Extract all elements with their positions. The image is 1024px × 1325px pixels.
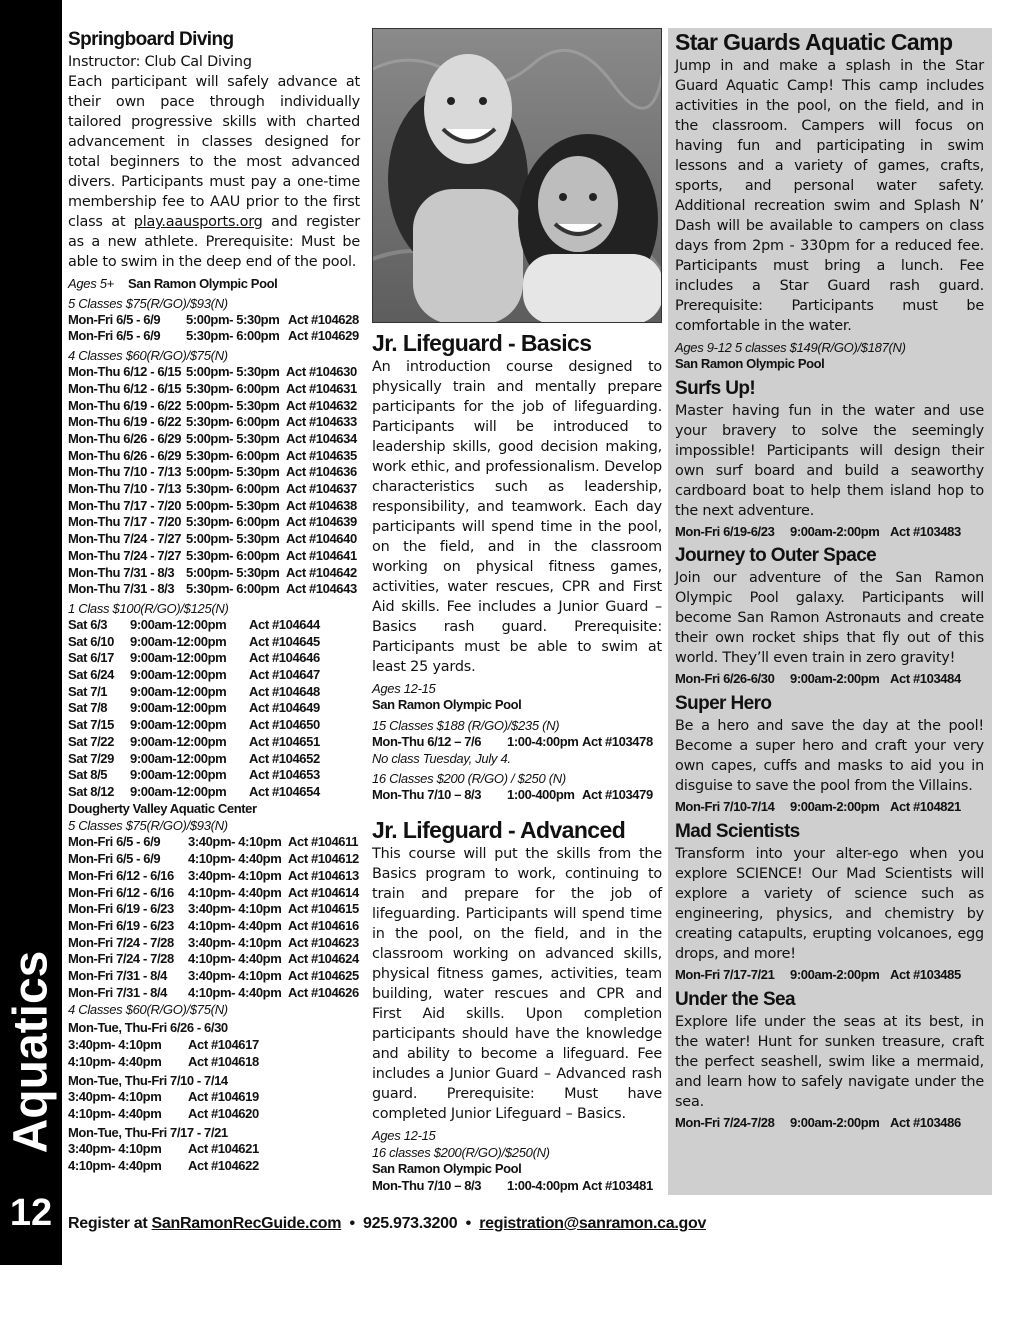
activity-number: Act #104653 [249, 767, 320, 783]
session-dates: Mon-Fri 7/24-7/28 [675, 1114, 775, 1130]
schedule-row [68, 717, 360, 734]
session-time: 3:40pm- 4:10pm [188, 934, 282, 950]
jr-advanced-title: Jr. Lifeguard - Advanced [372, 817, 626, 844]
schedule-row [68, 481, 360, 498]
session-dates: Mon-Fri 7/10-7/14 [675, 799, 775, 815]
session-time: 1:00-4:00pm [507, 733, 579, 749]
camp-item [675, 377, 984, 541]
activity-number: Act #103486 [890, 1114, 961, 1130]
session-time: 9:00am-12:00pm [130, 667, 227, 683]
session-dates: Mon-Thu 7/10 - 7/13 [68, 464, 182, 480]
activity-number: Act #104621 [188, 1141, 259, 1157]
schedule-row [68, 901, 360, 918]
session-dates: Sat 7/22 [68, 733, 114, 749]
session-dates: Sat 8/12 [68, 783, 114, 799]
schedule-row [68, 565, 360, 582]
activity-number: Act #104630 [286, 364, 357, 380]
session-dates: Mon-Fri 6/5 - 6/9 [68, 328, 161, 344]
schedule-row [68, 398, 360, 415]
schedule-row [68, 312, 360, 329]
group2-schedule [68, 364, 360, 598]
session-dates: Mon-Thu 7/31 - 8/3 [68, 581, 175, 597]
group5-meta: 4 Classes $60(R/GO)/$75(N) [68, 1002, 228, 1018]
session-time: 9:00am-12:00pm [130, 633, 227, 649]
activity-number: Act #104623 [288, 934, 359, 950]
activity-number: Act #104619 [188, 1089, 259, 1105]
jr-basics-session1-meta: 15 Classes $188 (R/GO)/$235 (N) [372, 717, 560, 733]
session-time: 3:40pm- 4:10pm [68, 1037, 162, 1053]
session-dates: Sat 7/1 [68, 683, 108, 699]
activity-number: Act #104644 [249, 616, 320, 632]
block-times [68, 1141, 360, 1174]
schedule-row [68, 885, 360, 902]
session-dates: Sat 7/15 [68, 717, 114, 733]
session-time: 3:40pm- 4:10pm [188, 901, 282, 917]
swimmers-photo-graphic [373, 29, 662, 323]
activity-number: Act #104641 [286, 547, 357, 563]
jr-basics-ages: Ages 12-15 [372, 681, 436, 696]
session-time: 4:10pm- 4:40pm [68, 1158, 162, 1174]
session-time: 5:30pm- 6:00pm [186, 514, 280, 530]
block-days: Mon-Tue, Thu-Fri 7/10 - 7/14 [68, 1072, 228, 1088]
session-dates: Mon-Fri 6/12 - 6/16 [68, 867, 174, 883]
springboard-desc-part2: and register as a new athlete. Prerequisite: Must be able to swim in the deep end of the pool. [68, 214, 360, 270]
activity-number: Act #103478 [582, 733, 653, 749]
camp-schedule-row [675, 671, 984, 688]
session-dates: Mon-Thu 7/17 - 7/20 [68, 497, 182, 513]
session-dates: Mon-Fri 6/5 - 6/9 [68, 851, 161, 867]
schedule-row [68, 514, 360, 531]
schedule-row [68, 364, 360, 381]
springboard-diving-section [68, 28, 360, 1175]
camp-description: Master having fun in the water and use your bravery to solve the seemingly impossible! Participants will design their own surf board and build a seaworthy cardboard boat to help them island hop to the next adventure. [675, 402, 984, 519]
page-number: 12 [9, 1192, 53, 1234]
jr-basics-title: Jr. Lifeguard - Basics [372, 330, 592, 356]
activity-number: Act #104637 [286, 481, 357, 497]
block-times [68, 1037, 360, 1070]
session-dates: Mon-Thu 7/10 – 8/3 [372, 787, 482, 803]
activity-number: Act #104647 [249, 667, 320, 683]
schedule-row [68, 784, 360, 801]
session-dates: Mon-Fri 7/17-7/21 [675, 966, 775, 982]
session-dates: Mon-Thu 7/10 - 7/13 [68, 481, 182, 497]
schedule-row [68, 935, 360, 952]
footer-prefix: Register at [68, 1215, 152, 1232]
session-dates: Sat 6/10 [68, 633, 114, 649]
session-dates: Mon-Thu 7/10 – 8/3 [372, 1177, 482, 1193]
session-dates: Sat 6/17 [68, 650, 114, 666]
session-dates: Mon-Fri 7/31 - 8/4 [68, 968, 167, 984]
session-time: 9:00am-12:00pm [130, 733, 227, 749]
session-time: 5:00pm- 5:30pm [186, 497, 280, 513]
star-guards-panel [668, 28, 992, 1195]
camp-schedule-row [675, 1115, 984, 1132]
session-time: 9:00am-12:00pm [130, 616, 227, 632]
jr-advanced-row [372, 1178, 662, 1195]
activity-number: Act #104650 [249, 717, 320, 733]
schedule-row [68, 617, 360, 634]
activity-number: Act #104649 [249, 700, 320, 716]
session-time: 9:00am-12:00pm [130, 717, 227, 733]
schedule-row [68, 851, 360, 868]
activity-number: Act #104628 [288, 311, 359, 327]
group1-schedule [68, 312, 360, 345]
activity-number: Act #103485 [890, 966, 961, 982]
session-dates: Mon-Thu 6/26 - 6/29 [68, 430, 182, 446]
jr-basics-session2-row [372, 787, 662, 804]
camp-item [675, 692, 984, 816]
schedule-row [68, 650, 360, 667]
session-dates: Mon-Thu 7/17 - 7/20 [68, 514, 182, 530]
activity-number: Act #103479 [582, 787, 653, 803]
session-time: 5:00pm- 5:30pm [186, 564, 280, 580]
session-time: 4:10pm- 4:40pm [188, 884, 282, 900]
activity-number: Act #104652 [249, 750, 320, 766]
session-time: 3:40pm- 4:10pm [188, 834, 282, 850]
schedule-row [68, 868, 360, 885]
schedule-row [68, 1037, 360, 1054]
activity-number: Act #104642 [286, 564, 357, 580]
camp-item [675, 820, 984, 984]
group1-meta: 5 Classes $75(R/GO)/$93(N) [68, 295, 228, 311]
section-sidebar [0, 0, 62, 1265]
session-time: 9:00am-2:00pm [790, 523, 880, 539]
session-time: 9:00am-12:00pm [130, 750, 227, 766]
springboard-desc-part1: Each participant will safely advance at their own pace through individually tailored progressive skills with charted advancement in classes designed for total beginners to the most advanced divers. Participants must pay a one-time membership fee to AAU prior to the first class at [68, 74, 360, 230]
activity-number: Act #104631 [286, 380, 357, 396]
session-time: 5:00pm- 5:30pm [186, 531, 280, 547]
schedule-row [68, 951, 360, 968]
group3-schedule [68, 617, 360, 801]
session-time: 5:30pm- 6:00pm [186, 380, 280, 396]
session-time: 5:30pm- 6:00pm [186, 581, 280, 597]
group4-meta: 5 Classes $75(R/GO)/$93(N) [68, 818, 228, 834]
session-time: 5:00pm- 5:30pm [186, 397, 280, 413]
star-guards-description: Jump in and make a splash in the Star Guard Aquatic Camp! This camp includes activities in the pool, on the field, and in the classroom. Campers will focus on having fun and participating in swim lessons and a variety of games, crafts, sports, and personal water safety. Additional recreation swim and Splash N’ Dash will be available to campers on class days from 2pm - 330pm for a reduced fee. Participants must bring a lunch. Fee includes a Star Guard rash guard. Prerequisite: Participants must be comfortable in the water. [675, 58, 984, 334]
session-time: 5:30pm- 6:00pm [186, 328, 280, 344]
session-time: 9:00am-2:00pm [790, 799, 880, 815]
location-dvac: Dougherty Valley Aquatic Center [68, 800, 257, 816]
jr-advanced-description: This course will put the skills from the Basics program to work, continuing to train and prepare for the job of lifeguarding. Participants will spend time in the pool, on the field, and in the classroom working on advanced skills, physical fitness games, activities, team building, water rescues and CPR and First Aid skills. Upon completion participants should have the knowledge and ability to become a lifeguard. Fee includes a Junior Guard – Advanced rash guard. Prerequisite: Must have completed Junior Lifeguard – Basics. [372, 846, 662, 1123]
activity-number: Act #104635 [286, 447, 357, 463]
session-dates: Sat 6/24 [68, 667, 114, 683]
camp-title: Under the Sea [675, 988, 795, 1010]
activity-number: Act #104618 [188, 1053, 259, 1069]
session-dates: Mon-Thu 6/26 - 6/29 [68, 447, 182, 463]
activity-number: Act #104638 [286, 497, 357, 513]
schedule-row [68, 548, 360, 565]
activity-number: Act #104634 [286, 430, 357, 446]
session-dates: Mon-Fri 6/19-6/23 [675, 523, 775, 539]
session-time: 9:00am-12:00pm [130, 700, 227, 716]
activity-number: Act #104636 [286, 464, 357, 480]
session-dates: Mon-Thu 6/12 - 6/15 [68, 364, 182, 380]
schedule-row [68, 414, 360, 431]
session-time: 4:10pm- 4:40pm [188, 851, 282, 867]
springboard-ages: Ages 5+ [68, 276, 114, 291]
schedule-row [68, 531, 360, 548]
session-time: 9:00am-12:00pm [130, 783, 227, 799]
session-dates: Mon-Thu 7/31 - 8/3 [68, 564, 175, 580]
star-guards-location: San Ramon Olympic Pool [675, 356, 825, 371]
session-time: 3:40pm- 4:10pm [188, 867, 282, 883]
camp-description: Transform into your alter-ego when you explore SCIENCE! Our Mad Scientists will explore a variety of science such as engineering, physics, and chemistry by creating catapults, erupting volcanoes, egg drops, and more! [675, 845, 984, 962]
activity-number: Act #104629 [288, 328, 359, 344]
group5-schedule [68, 1020, 360, 1174]
session-dates: Mon-Fri 6/12 - 6/16 [68, 884, 174, 900]
camp-description: Join our adventure of the San Ramon Olympic Pool galaxy. Participants will become San Ramon Astronauts and create their own rocket ships that fly out of this world. They’ll even train in zero gravity! [675, 570, 984, 667]
activity-number: Act #104620 [188, 1105, 259, 1121]
springboard-instructor: Instructor: Club Cal Diving [68, 54, 252, 70]
session-time: 1:00-400pm [507, 787, 575, 803]
camp-title: Super Hero [675, 693, 772, 715]
camp-schedule-row [675, 524, 984, 541]
session-time: 5:00pm- 5:30pm [186, 311, 280, 327]
session-dates: Sat 7/29 [68, 750, 114, 766]
group4-schedule [68, 834, 360, 1001]
schedule-row [68, 968, 360, 985]
schedule-row [68, 1158, 360, 1175]
session-time: 9:00am-2:00pm [790, 966, 880, 982]
schedule-row [68, 634, 360, 651]
activity-number: Act #104625 [288, 968, 359, 984]
camp-schedule-row [675, 967, 984, 984]
star-guards-title: Star Guards Aquatic Camp [675, 29, 953, 55]
session-time: 9:00am-2:00pm [790, 671, 880, 687]
camp-title: Journey to Outer Space [675, 545, 877, 567]
activity-number: Act #104613 [288, 867, 359, 883]
footer-separator: • [457, 1215, 480, 1232]
session-dates: Mon-Thu 6/19 - 6/22 [68, 414, 182, 430]
session-time: 3:40pm- 4:10pm [68, 1089, 162, 1105]
activity-number: Act #104616 [288, 917, 359, 933]
block-days: Mon-Tue, Thu-Fri 6/26 - 6/30 [68, 1020, 228, 1036]
block-times [68, 1089, 360, 1122]
block-days: Mon-Tue, Thu-Fri 7/17 - 7/21 [68, 1124, 228, 1140]
session-dates: Mon-Fri 6/5 - 6/9 [68, 834, 161, 850]
schedule-row [68, 834, 360, 851]
footer-separator: • [341, 1215, 364, 1232]
session-time: 5:00pm- 5:30pm [186, 464, 280, 480]
schedule-row [68, 918, 360, 935]
session-time: 5:30pm- 6:00pm [186, 414, 280, 430]
swimmers-photo [372, 28, 662, 323]
session-time: 4:10pm- 4:40pm [68, 1105, 162, 1121]
activity-number: Act #104645 [249, 633, 320, 649]
aau-link[interactable]: play.aausports.org [133, 214, 263, 230]
activity-number: Act #104640 [286, 531, 357, 547]
schedule-row [68, 700, 360, 717]
schedule-row [68, 464, 360, 481]
group3-meta: 1 Class $100(R/GO)/$125(N) [68, 600, 229, 616]
session-time: 5:00pm- 5:30pm [186, 364, 280, 380]
schedule-row [68, 1106, 360, 1123]
camp-title: Mad Scientists [675, 820, 800, 842]
camp-schedule-row [675, 799, 984, 816]
group2-meta: 4 Classes $60(R/GO)/$75(N) [68, 348, 228, 364]
activity-number: Act #104654 [249, 783, 320, 799]
session-dates: Mon-Thu 6/19 - 6/22 [68, 397, 182, 413]
jr-basics-session1-note: No class Tuesday, July 4. [372, 751, 511, 767]
location-srop: San Ramon Olympic Pool [127, 276, 278, 291]
jr-advanced-meta: 16 classes $200(R/GO)/$250(N) [372, 1145, 550, 1161]
camp-description: Be a hero and save the day at the pool! Become a super hero and craft your very own capes, cuffs and masks to aid you in disguise to save the pool from the Villains. [675, 718, 984, 795]
activity-number: Act #104622 [188, 1158, 259, 1174]
activity-number: Act #104821 [890, 799, 961, 815]
session-dates: Mon-Fri 6/19 - 6/23 [68, 901, 174, 917]
session-time: 9:00am-12:00pm [130, 650, 227, 666]
session-time: 5:30pm- 6:00pm [186, 547, 280, 563]
session-dates: Mon-Thu 6/12 – 7/6 [372, 733, 482, 749]
springboard-description [68, 72, 360, 272]
footer-phone[interactable]: 925.973.3200 [363, 1215, 458, 1232]
activity-number: Act #104651 [249, 733, 320, 749]
camp-item [675, 988, 984, 1132]
session-dates: Mon-Fri 7/24 - 7/28 [68, 934, 174, 950]
camp-description: Explore life under the seas at its best, in the water! Hunt for sunken treasure, craft the perfect seashell, swim like a mermaid, and learn how to safely navigate under the sea. [675, 1013, 984, 1110]
session-dates: Mon-Fri 6/19 - 6/23 [68, 917, 174, 933]
activity-number: Act #104614 [288, 884, 359, 900]
session-time: 9:00am-12:00pm [130, 767, 227, 783]
session-time: 4:10pm- 4:40pm [188, 951, 282, 967]
camp-item [675, 544, 984, 688]
session-dates: Mon-Fri 7/31 - 8/4 [68, 984, 167, 1000]
session-time: 3:40pm- 4:10pm [68, 1141, 162, 1157]
camp-title: Surfs Up! [675, 377, 756, 399]
session-dates: Sat 7/8 [68, 700, 108, 716]
schedule-row [68, 431, 360, 448]
session-time: 4:10pm- 4:40pm [68, 1053, 162, 1069]
springboard-title: Springboard Diving [68, 29, 234, 50]
jr-advanced-ages: Ages 12-15 [372, 1128, 436, 1144]
schedule-row [68, 381, 360, 398]
session-time: 4:10pm- 4:40pm [188, 917, 282, 933]
jr-basics-location: San Ramon Olympic Pool [372, 697, 522, 712]
activity-number: Act #104612 [288, 851, 359, 867]
activity-number: Act #103484 [890, 671, 961, 687]
jr-basics-description: An introduction course designed to physically train and mentally prepare participants for the job of lifeguarding. Participants will be introduced to leadership skills, good decision making, work ethic, and professionalism. Develop characteristics such as leadership, responsibility, and teamwork. Each day participants will spend time in the pool, on the field, and in the classroom working on physical fitness games, activities, water rescues, CPR and First Aid skills. Fee includes a Junior Guard – Basics rash guard. Prerequisite: Participants must be able to swim at least 25 yards. [372, 359, 662, 675]
session-dates: Mon-Fri 6/5 - 6/9 [68, 311, 161, 327]
session-dates: Mon-Thu 7/24 - 7/27 [68, 531, 182, 547]
session-time: 1:00-4:00pm [507, 1177, 579, 1193]
session-time: 5:30pm- 6:00pm [186, 481, 280, 497]
activity-number: Act #104632 [286, 397, 357, 413]
schedule-row [68, 1054, 360, 1071]
footer-email-link[interactable]: registration@sanramon.ca.gov [479, 1215, 707, 1232]
session-dates: Mon-Fri 6/26-6/30 [675, 671, 775, 687]
session-dates: Mon-Fri 7/24 - 7/28 [68, 951, 174, 967]
schedule-row [68, 684, 360, 701]
section-title: Aquatics [4, 950, 58, 1154]
session-dates: Mon-Thu 7/24 - 7/27 [68, 547, 182, 563]
camp-list [675, 377, 984, 1132]
footer-website-link[interactable]: SanRamonRecGuide.com [151, 1215, 342, 1232]
session-dates: Mon-Thu 6/12 - 6/15 [68, 380, 182, 396]
footer-register [68, 1215, 706, 1233]
session-time: 5:00pm- 5:30pm [186, 430, 280, 446]
session-time: 3:40pm- 4:10pm [188, 968, 282, 984]
schedule-row [68, 581, 360, 598]
session-time: 5:30pm- 6:00pm [186, 447, 280, 463]
jr-advanced-location: San Ramon Olympic Pool [372, 1161, 522, 1177]
activity-number: Act #104617 [188, 1037, 259, 1053]
schedule-row [68, 1141, 360, 1158]
activity-number: Act #104646 [249, 650, 320, 666]
schedule-row [68, 767, 360, 784]
activity-number: Act #103483 [890, 523, 961, 539]
activity-number: Act #104626 [288, 984, 359, 1000]
star-guards-meta: Ages 9-12 5 classes $149(R/GO)/$187(N) [675, 340, 906, 355]
jr-basics-session1-row [372, 734, 662, 751]
session-time: 9:00am-2:00pm [790, 1114, 880, 1130]
schedule-row [68, 667, 360, 684]
session-dates: Sat 8/5 [68, 767, 108, 783]
schedule-row [68, 498, 360, 515]
schedule-row [68, 751, 360, 768]
jr-basics-session2-meta: 16 Classes $200 (R/GO) / $250 (N) [372, 771, 566, 787]
activity-number: Act #104611 [288, 834, 359, 850]
schedule-row [68, 448, 360, 465]
activity-number: Act #104615 [288, 901, 359, 917]
jr-lifeguard-column [372, 28, 662, 1195]
session-time: 4:10pm- 4:40pm [188, 984, 282, 1000]
session-dates: Sat 6/3 [68, 616, 108, 632]
springboard-ages-location [68, 275, 360, 293]
activity-number: Act #104624 [288, 951, 359, 967]
activity-number: Act #104639 [286, 514, 357, 530]
activity-number: Act #103481 [582, 1177, 653, 1193]
activity-number: Act #104648 [249, 683, 320, 699]
activity-number: Act #104633 [286, 414, 357, 430]
schedule-row [68, 734, 360, 751]
activity-number: Act #104643 [286, 581, 357, 597]
schedule-row [68, 985, 360, 1002]
schedule-row [68, 328, 360, 345]
session-time: 9:00am-12:00pm [130, 683, 227, 699]
schedule-row [68, 1089, 360, 1106]
